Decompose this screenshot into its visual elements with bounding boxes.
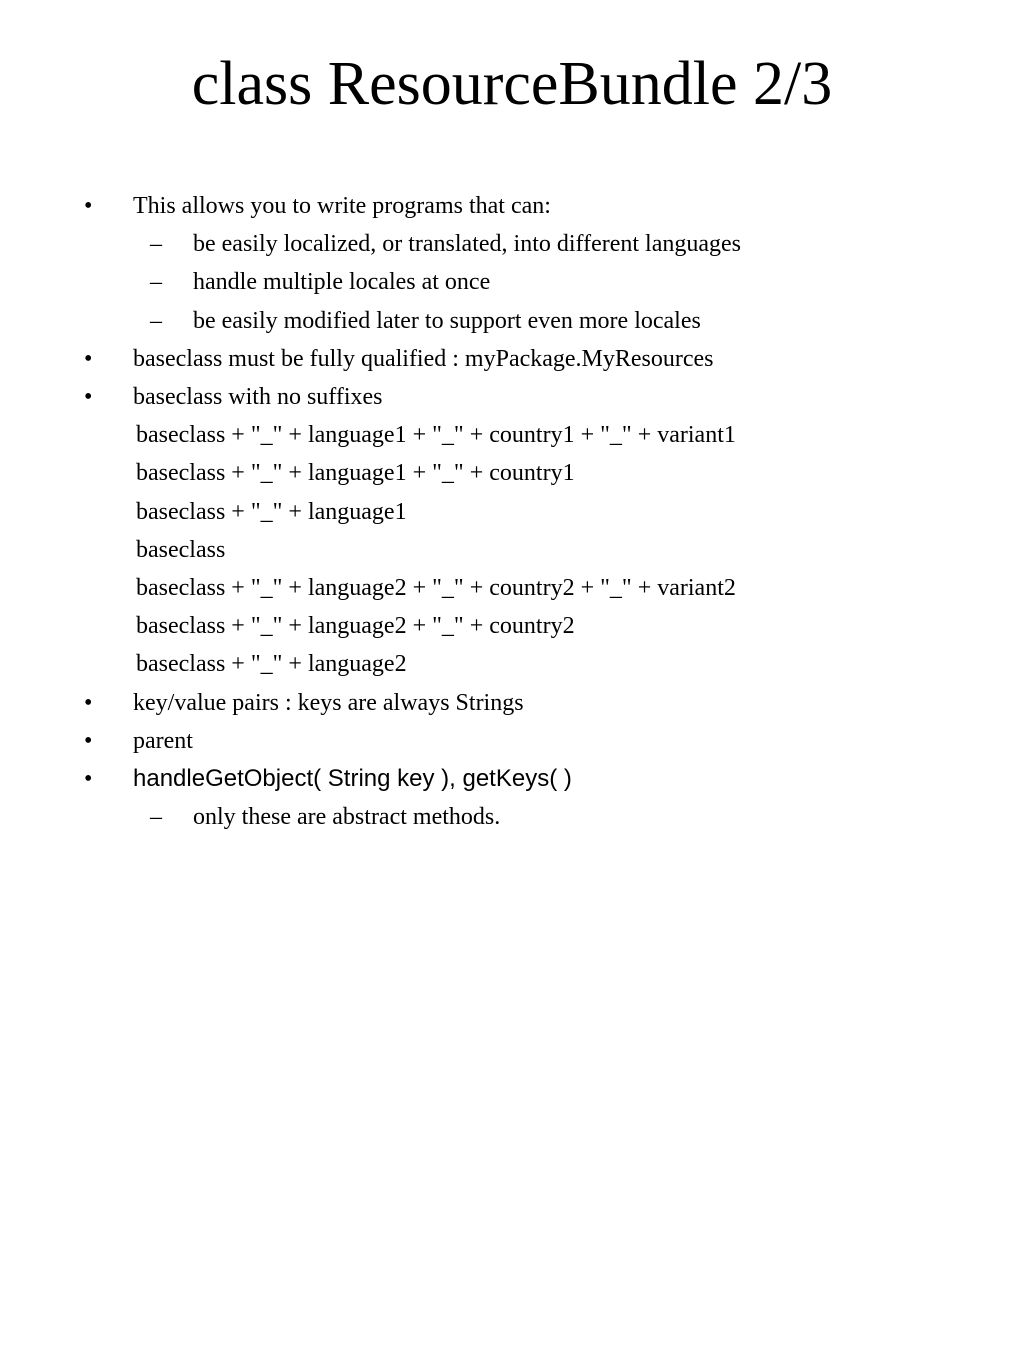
- lookup-order-line: baseclass + "_" + language1: [136, 499, 407, 525]
- slide-title: class ResourceBundle 2/3: [191, 50, 833, 118]
- dash-marker: –: [150, 269, 162, 295]
- sub-bullet-item: handle multiple locales at once: [193, 269, 491, 295]
- dash-marker: –: [150, 231, 162, 257]
- sub-bullet-item: be easily modified later to support even more locales: [193, 308, 701, 334]
- bullet-item: baseclass must be fully qualified : myPackage.MyResources: [133, 346, 714, 372]
- lookup-order-line: baseclass + "_" + language2: [136, 651, 407, 677]
- bullet-marker: •: [84, 728, 93, 754]
- bullet-marker: •: [84, 766, 93, 792]
- lookup-order-line: baseclass: [136, 537, 226, 563]
- bullet-item: parent: [133, 728, 193, 754]
- sub-bullet-item: only these are abstract methods.: [193, 804, 501, 830]
- bullet-item: handleGetObject( String key ), getKeys( ): [133, 765, 572, 792]
- sub-bullet-item: be easily localized, or translated, into different languages: [193, 231, 742, 257]
- lookup-order-line: baseclass + "_" + language2 + "_" + country2 + "_" + variant2: [136, 575, 736, 601]
- lookup-order-line: baseclass + "_" + language1 + "_" + country1 + "_" + variant1: [136, 422, 736, 448]
- bullet-marker: •: [84, 690, 93, 716]
- lookup-order-line: baseclass + "_" + language1 + "_" + country1: [136, 460, 575, 486]
- bullet-marker: •: [84, 384, 93, 410]
- bullet-item: key/value pairs : keys are always Strings: [133, 690, 524, 716]
- bullet-marker: •: [84, 346, 93, 372]
- bullet-item: This allows you to write programs that can:: [133, 193, 551, 219]
- bullet-item: baseclass with no suffixes: [133, 384, 383, 410]
- lookup-order-line: baseclass + "_" + language2 + "_" + country2: [136, 613, 575, 639]
- dash-marker: –: [150, 804, 162, 830]
- dash-marker: –: [150, 308, 162, 334]
- bullet-marker: •: [84, 193, 93, 219]
